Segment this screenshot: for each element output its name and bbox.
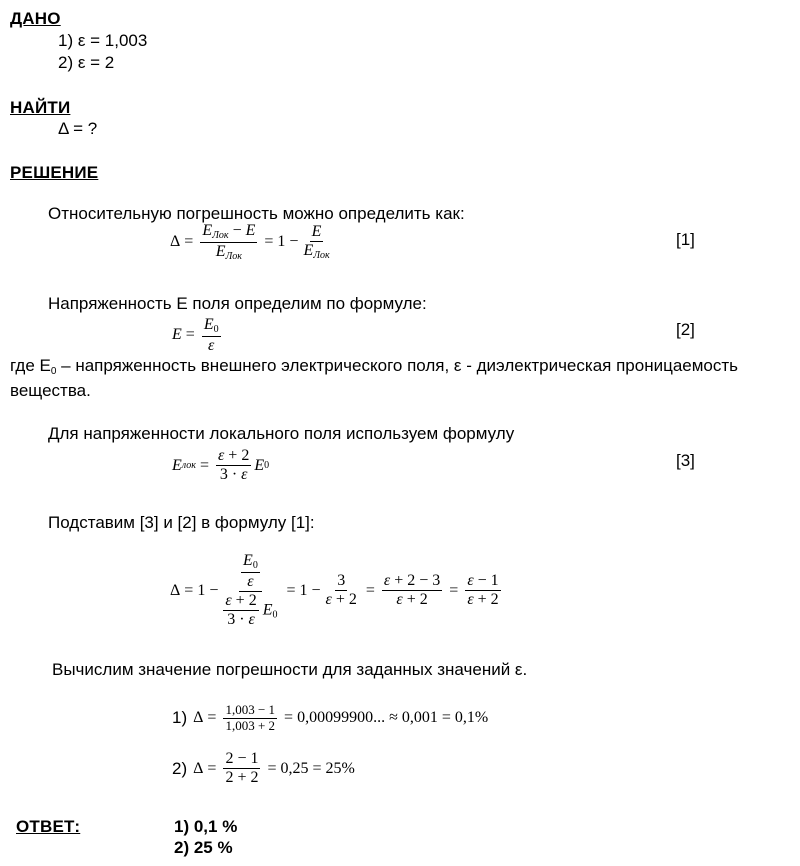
calculation-1: 1) Δ = $\frac{1,003 - 1}{1,003 + 2}$ = 0,00099900... ≈ 0,001 = 0,1% <box>172 702 489 733</box>
given-item-2: 2) ε = 2 <box>58 53 115 72</box>
equation-3: E лок = $\frac{\varepsilon + 2}{3 \cdot \varepsilon}$ E 0 <box>172 447 270 484</box>
find-item: Δ = ? <box>58 119 98 138</box>
find-header: НАЙТИ <box>10 98 71 117</box>
solution-text-1: Относительную погрешность можно определить как: <box>48 204 465 223</box>
equation-2-ref: [2] <box>676 320 695 339</box>
equation-3-ref: [3] <box>676 451 695 470</box>
solution-text-3: где $Е_0$ – напряженность внешнего электрического поля, ε - диэлектрическая проницаемость <box>10 356 739 377</box>
given-header: ДАНО <box>10 9 61 28</box>
equation-1-ref: [1] <box>676 230 695 249</box>
solution-text-4: Для напряженности локального поля используем формулу <box>48 424 515 443</box>
equation-2: E = $\frac{E_0}{\varepsilon}$ <box>172 316 219 354</box>
solution-text-3-cont: вещества. <box>10 381 91 400</box>
solution-text-5: Подставим [3] и [2] в формулу [1]: <box>48 513 315 532</box>
answer-item-1: 1) 0,1 % <box>174 817 238 836</box>
answer-header: ОТВЕТ: <box>16 817 81 836</box>
solution-text-6: Вычислим значение погрешности для заданных значений ε. <box>52 660 528 679</box>
solution-text-2: Напряженность Е поля определим по формуле: <box>48 294 427 313</box>
given-item-1: 1) ε = 1,003 <box>58 31 148 50</box>
equation-4: Δ = 1 − $\frac{E_0}{\varepsilon}$ $\frac{\varepsilon + 2}{3 \cdot \varepsilon}$ $E_0$ = 1 − $\frac{3}{\varepsilon + 2}$ = $\frac{\varepsilon + 2 - 3}{\varepsilon + 2}$ = $\frac{\varepsilon - 1}{\varepsilon + 2}$ <box>170 552 499 629</box>
solution-header: РЕШЕНИЕ <box>10 163 99 182</box>
answer-item-2: 2) 25 % <box>174 838 233 857</box>
equation-1: Δ = $\frac{E_{Лок} - E}{E_{Лок}}$ = 1 − $\frac{E}{E_{Лок}}$ <box>170 222 330 262</box>
calculation-2: 2) Δ = $\frac{2 - 1}{2 + 2}$ = 0,25 = 25% <box>172 750 355 787</box>
